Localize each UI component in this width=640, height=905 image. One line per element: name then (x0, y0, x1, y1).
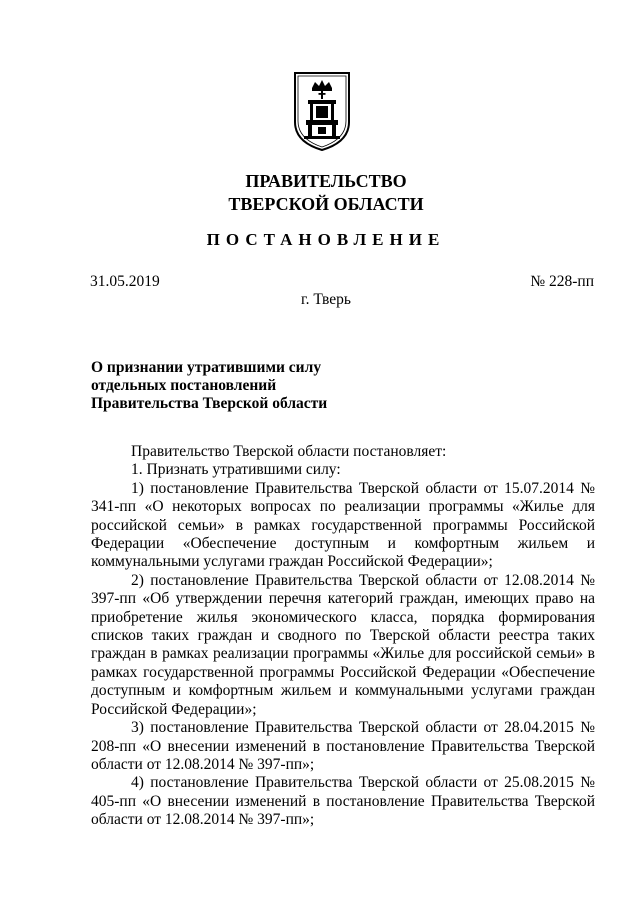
body-subitem-4: 4) постановление Правительства Тверской области от 25.08.2015 № 405-пп «О внесении изменений в постановление Правительства Тверской области от 12.08.2014 № 397-пп»; (91, 774, 595, 829)
subject-line-1: О признании утратившими силу (91, 359, 322, 376)
document-date: 31.05.2019 (90, 273, 160, 290)
document-type: ПОСТАНОВЛЕНИЕ (206, 230, 446, 249)
body-subitem-3: 3) постановление Правительства Тверской области от 28.04.2015 № 208-пп «О внесении изменений в постановление Правительства Тверской области от 12.08.2014 № 397-пп»; (91, 719, 595, 773)
document-body (91, 443, 595, 830)
body-subitem-2: 2) постановление Правительства Тверской области от 12.08.2014 № 397-пп «Об утверждении перечня категорий граждан, имеющих право на приобретение жилья экономического класса, порядка формирования списков таких граждан и сводного по Тверской области реестра таких граждан в рамках реализации программы «Жилье для российской семьи» в рамках государственной программы Российской Федерации «Обеспечение доступным и комфортным жильем и коммунальными услугами граждан Российской Федерации»; (91, 571, 595, 718)
document-subject (91, 359, 411, 413)
authority-line-2: ТВЕРСКОЙ ОБЛАСТИ (228, 194, 424, 214)
body-item-1: 1. Признать утратившими силу: (131, 461, 341, 479)
document-city: г. Тверь (301, 291, 351, 308)
subject-line-2: отдельных постановлений (91, 377, 277, 394)
issuing-authority (0, 170, 640, 216)
document-number: № 228-пп (530, 273, 594, 290)
body-subitem-1: 1) постановление Правительства Тверской области от 15.07.2014 № 341-пп «О некоторых вопросах по реализации программы «Жилье для российской семьи» в рамках государственной программы Российской Федерации «Обеспечение доступным и комфортным жильем и коммунальными услугами граждан Российской Федерации»; (91, 479, 595, 571)
authority-line-1: ПРАВИТЕЛЬСТВО (245, 171, 407, 191)
subject-line-3: Правительства Тверской области (91, 395, 328, 412)
coat-of-arms-icon (292, 70, 352, 152)
body-intro: Правительство Тверской области постановляет: (131, 443, 447, 460)
